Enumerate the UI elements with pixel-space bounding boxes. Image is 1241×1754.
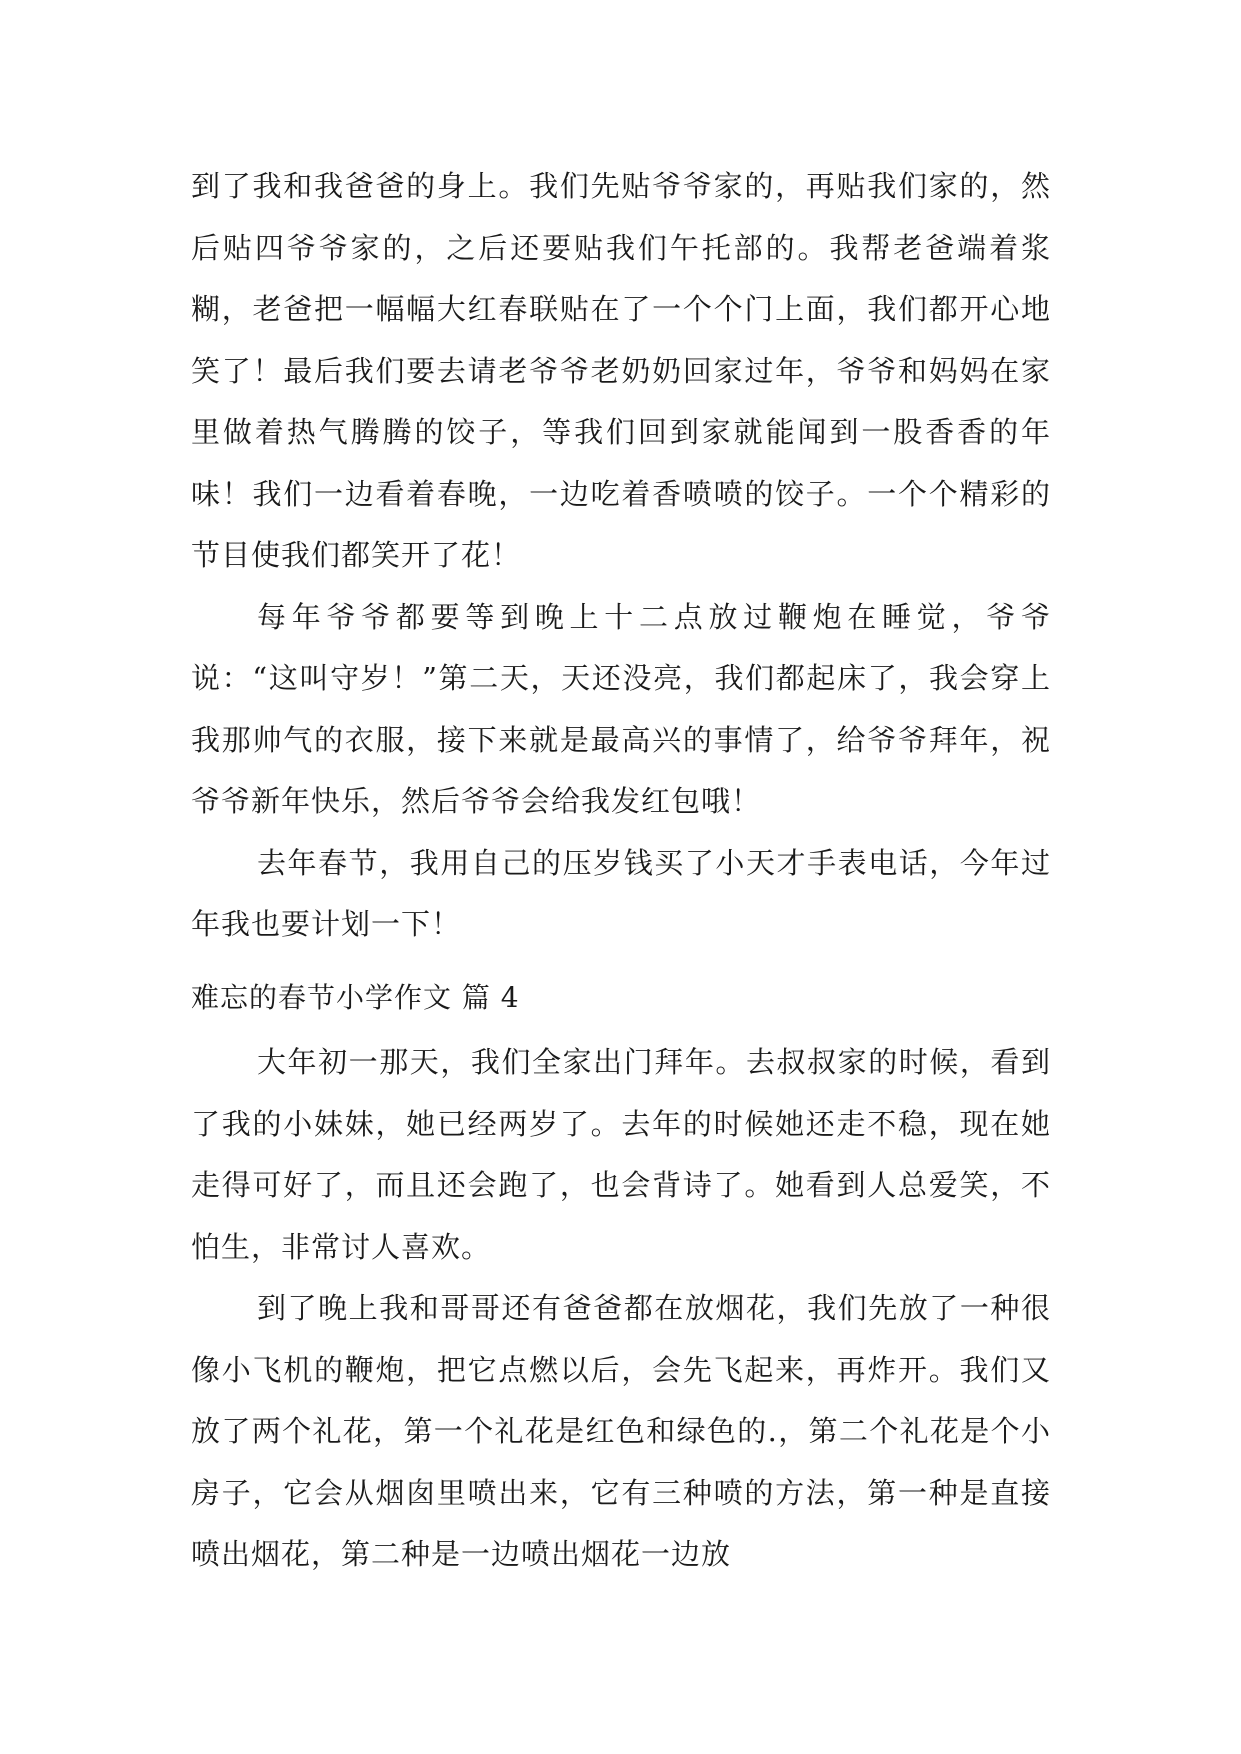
paragraph-fireworks: 到了晚上我和哥哥还有爸爸都在放烟花，我们先放了一种很像小飞机的鞭炮，把它点燃以后，会先飞起来，再炸开。我们又放了两个礼花，第一个礼花是红色和绿色的.，第二个礼花是个小房子，它会从烟囱里喷出来，它有三种喷的方法，第一种是直接喷出烟花，第二种是一边喷出烟花一边放 [191, 1291, 1051, 1571]
essay-body-top [191, 156, 1051, 956]
section-heading: 难忘的春节小学作文 篇 4 [191, 981, 520, 1014]
paragraph-new-year-eve: 每年爷爷都要等到晚上十二点放过鞭炮在睡觉，爷爷说：“这叫守岁！”第二天，天还没亮，我们都起床了，我会穿上我那帅气的衣服，接下来就是最高兴的事情了，给爷爷拜年，祝爷爷新年快乐，然后爷爷会给我发红包哦！ [191, 599, 1051, 818]
paragraph-continued: 到了我和我爸爸的身上。我们先贴爷爷家的，再贴我们家的，然后贴四爷爷家的，之后还要贴我们午托部的。我帮老爸端着浆糊，老爸把一幅幅大红春联贴在了一个个门上面，我们都开心地笑了！最后我们要去请老爷爷老奶奶回家过年，爷爷和妈妈在家里做着热气腾腾的饺子，等我们回到家就能闻到一股香香的年味！我们一边看着春晚，一边吃着香喷喷的饺子。一个个精彩的节目使我们都笑开了花！ [191, 169, 1051, 572]
paragraph-new-year-day: 大年初一那天，我们全家出门拜年。去叔叔家的时候，看到了我的小妹妹，她已经两岁了。去年的时候她还走不稳，现在她走得可好了，而且还会跑了，也会背诗了。她看到人总爱笑，不怕生，非常讨人喜欢。 [191, 1045, 1051, 1264]
essay-body-bottom [191, 1032, 1051, 1586]
paragraph-last-spring-festival: 去年春节，我用自己的压岁钱买了小天才手表电话，今年过年我也要计划一下！ [191, 845, 1051, 941]
